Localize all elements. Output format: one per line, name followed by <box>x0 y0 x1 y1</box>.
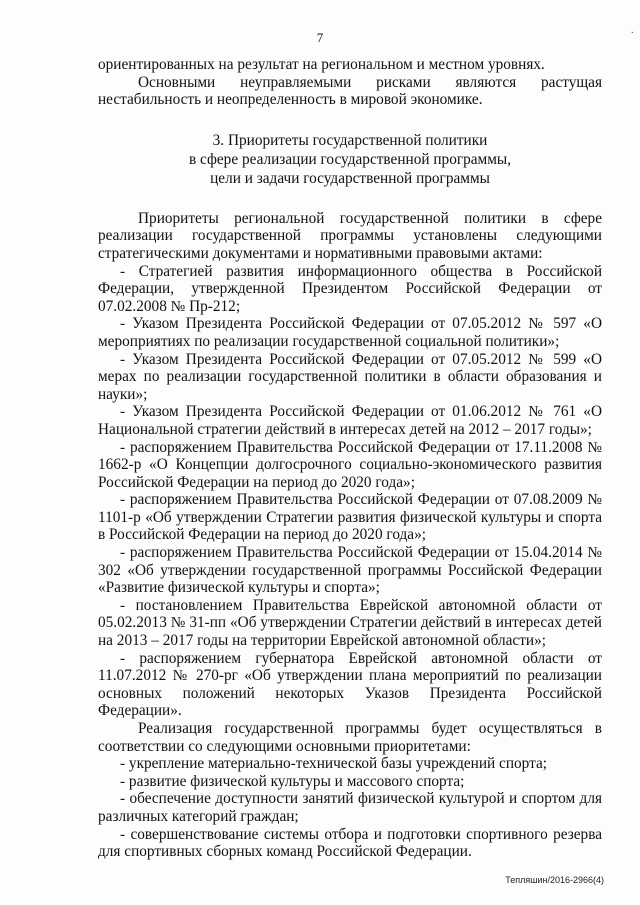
heading-line: 3. Приоритеты государственной политики <box>212 131 488 149</box>
list-item-document: - постановлением Правительства Еврейской автономной области от 05.02.2013 № 31-пп «Об утверждении Стратегии действий в интересах детей на 2013 – 2017 годы на территории Еврейской автономной области»; <box>98 596 602 650</box>
list-item-document: - распоряжением Правительства Российской Федерации от 17.11.2008 № 1662-р «О Концепции долгосрочного социально-экономического развития Российской Федерации на период до 2020 года»; <box>98 438 602 491</box>
list-item-priority: - совершенствование системы отбора и подготовки спортивного резерва для спортивных сборных команд Российской Федерации. <box>98 825 602 861</box>
list-item-document: - распоряжением Правительства Российской Федерации от 15.04.2014 № 302 «Об утверждении государственной программы Российской Федерации «Развитие физической культуры и спорта»; <box>98 544 602 597</box>
list-item-priority: - обеспечение доступности занятий физической культурой и спортом для различных категорий граждан; <box>98 790 602 825</box>
list-item-document: - Стратегией развития информационного общества в Российской Федерации, утвержденной Президентом Российской Федерации от 07.02.2008 № Пр-212; <box>98 262 602 315</box>
list-item-priority: - развитие физической культуры и массового спорта; <box>120 772 465 790</box>
list-item-document: - Указом Президента Российской Федерации от 07.05.2012 № 599 «О мерах по реализации государственной политики в области образования и науки»; <box>98 350 602 403</box>
section-heading <box>98 131 602 188</box>
heading-line: в сфере реализации государственной программы, <box>188 150 512 168</box>
paragraph-risks: Основными неуправляемыми рисками являются растущая нестабильность и неопределенность в мировой экономике. <box>98 73 602 109</box>
corner-mark: · <box>630 28 634 39</box>
heading-line: цели и задачи государственной программы <box>210 169 490 187</box>
document-body <box>98 56 602 861</box>
list-item-document: - распоряжением губернатора Еврейской автономной области от 11.07.2012 № 270-рг «Об утверждении плана мероприятий по реализации основных положений некоторых Указов Президента Российской Федерации». <box>98 649 602 720</box>
document-footer-code: Тепляшин/2016-2966(4) <box>505 875 604 885</box>
page-number: 7 <box>316 30 324 45</box>
paragraph-continuation: ориентированных на результат на региональном и местном уровнях. <box>98 56 545 73</box>
list-item-document: - Указом Президента Российской Федерации от 01.06.2012 № 761 «О Национальной стратегии действий в интересах детей на 2012 – 2017 годы»; <box>98 403 602 438</box>
paragraph-priorities-intro: Реализация государственной программы будет осуществляться в соответствии со следующими основными приоритетами: <box>98 720 602 755</box>
list-item-priority: - укрепление материально-технической базы учреждений спорта; <box>120 755 548 773</box>
list-item-document: - Указом Президента Российской Федерации от 07.05.2012 № 597 «О мероприятиях по реализации государственной социальной политики»; <box>98 315 602 350</box>
paragraph-intro: Приоритеты региональной государственной политики в сфере реализации государственной программы установлены следующими стратегическими документами и нормативными правовыми актами: <box>98 209 602 262</box>
list-item-document: - распоряжением Правительства Российской Федерации от 07.08.2009 № 1101-р «Об утверждении Стратегии развития физической культуры и спорта в Российской Федерации на период до 2020 года»; <box>98 491 602 544</box>
